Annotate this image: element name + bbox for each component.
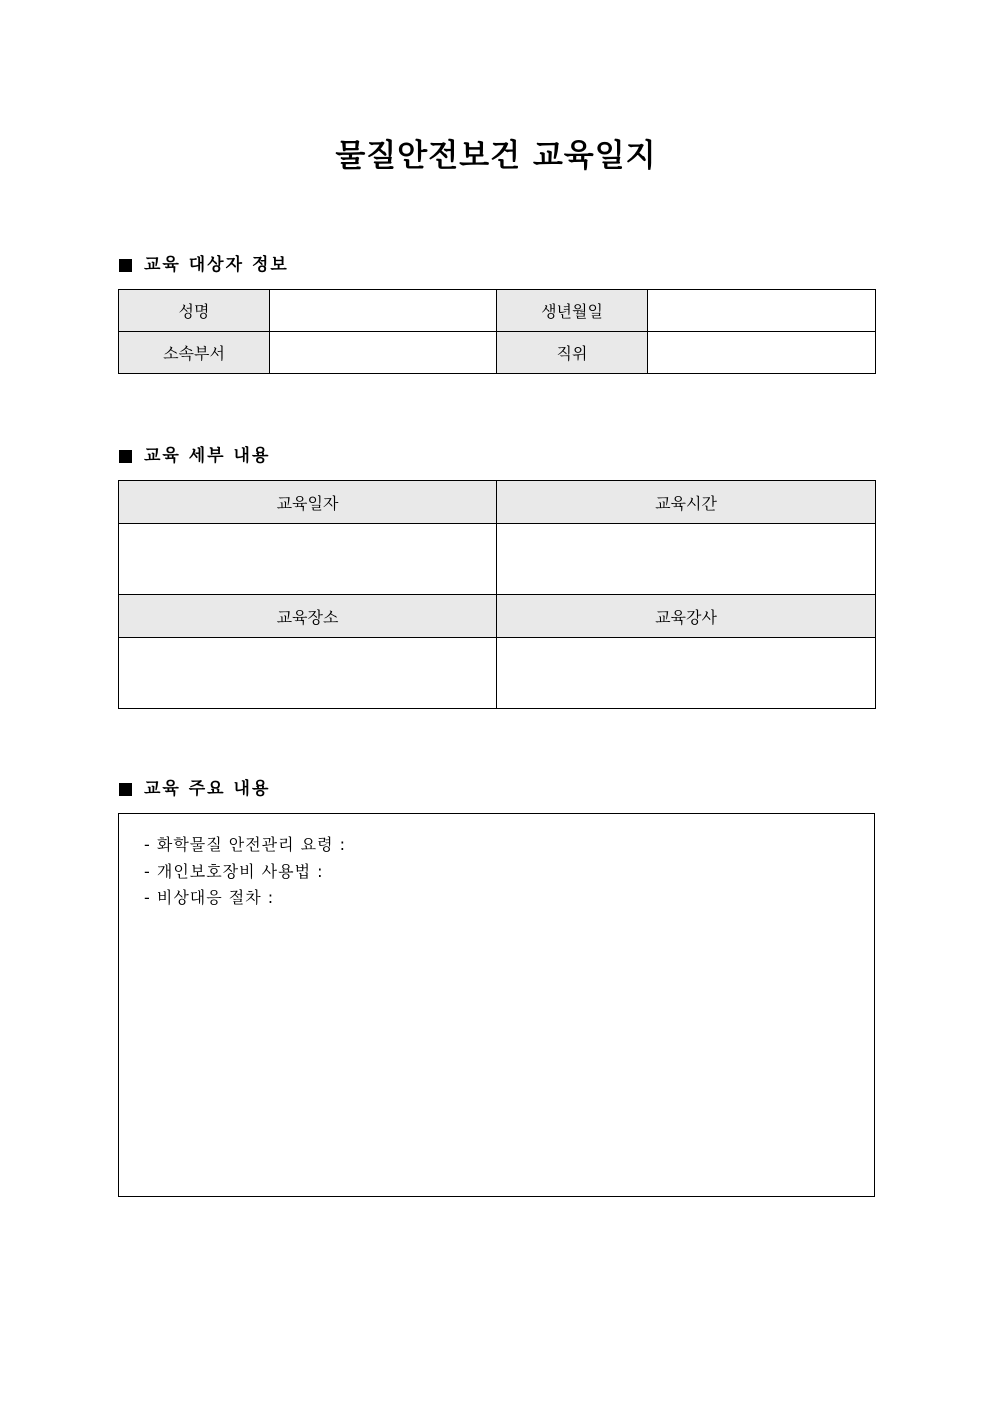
position-field[interactable] xyxy=(648,332,876,374)
department-field[interactable] xyxy=(270,332,497,374)
birth-date-field[interactable] xyxy=(648,290,876,332)
instructor-label: 교육강사 xyxy=(497,595,876,638)
education-date-field[interactable] xyxy=(119,524,497,595)
details-table xyxy=(118,480,876,709)
name-label: 성명 xyxy=(119,290,270,332)
table-row xyxy=(119,638,876,709)
section-heading-target-info xyxy=(119,253,289,277)
square-bullet-icon xyxy=(119,783,132,796)
name-field[interactable] xyxy=(270,290,497,332)
table-row xyxy=(119,481,876,524)
education-time-label: 교육시간 xyxy=(497,481,876,524)
square-bullet-icon xyxy=(119,259,132,272)
square-bullet-icon xyxy=(119,450,132,463)
section-heading-label: 교육 주요 내용 xyxy=(144,779,271,799)
target-info-table xyxy=(118,289,876,374)
list-item: - 개인보호장비 사용법 : xyxy=(144,861,324,881)
main-content-box[interactable] xyxy=(118,813,875,1197)
education-place-field[interactable] xyxy=(119,638,497,709)
instructor-field[interactable] xyxy=(497,638,876,709)
table-row xyxy=(119,595,876,638)
section-heading-label: 교육 대상자 정보 xyxy=(144,255,289,275)
page-title: 물질안전보건 교육일지 xyxy=(335,138,657,174)
list-item: - 화학물질 안전관리 요령 : xyxy=(144,835,347,854)
birth-date-label: 생년월일 xyxy=(497,290,648,332)
position-label: 직위 xyxy=(497,332,648,374)
section-heading-main-content xyxy=(119,777,270,801)
main-content-list xyxy=(119,814,874,912)
education-time-field[interactable] xyxy=(497,524,876,595)
education-place-label: 교육장소 xyxy=(119,595,497,638)
section-heading-details xyxy=(119,444,270,468)
section-heading-label: 교육 세부 내용 xyxy=(144,446,271,466)
table-row xyxy=(119,524,876,595)
department-label: 소속부서 xyxy=(119,332,270,374)
education-date-label: 교육일자 xyxy=(119,481,497,524)
table-row xyxy=(119,290,876,332)
table-row xyxy=(119,332,876,374)
list-item: - 비상대응 절차 : xyxy=(144,888,275,907)
